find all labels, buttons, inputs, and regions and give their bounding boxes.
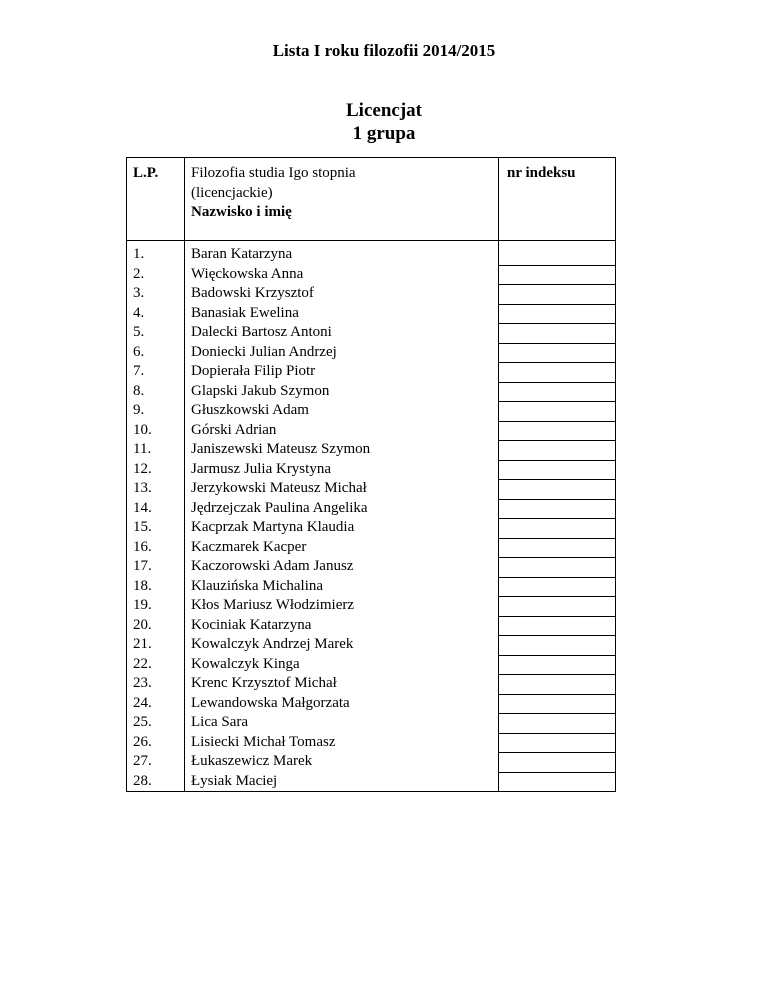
row-lp: 8. [127, 382, 185, 402]
row-lp: 22. [127, 655, 185, 675]
row-lp: 28. [127, 772, 185, 792]
header-name-line3: Nazwisko i imię [191, 204, 292, 220]
table-row [127, 538, 616, 558]
row-name: Doniecki Julian Andrzej [185, 343, 499, 363]
row-lp: 14. [127, 499, 185, 519]
row-index-cell[interactable] [499, 674, 616, 694]
row-lp: 15. [127, 518, 185, 538]
index-entry-field[interactable] [499, 752, 615, 772]
row-index-cell[interactable] [499, 284, 616, 304]
header-name-line1: Filozofia studia Igo stopnia [191, 165, 356, 181]
row-lp: 12. [127, 460, 185, 480]
row-lp: 2. [127, 265, 185, 285]
row-lp: 5. [127, 323, 185, 343]
row-index-cell[interactable] [499, 577, 616, 597]
index-entry-field[interactable] [499, 479, 615, 499]
table-row [127, 323, 616, 343]
table-row [127, 577, 616, 597]
row-lp: 20. [127, 616, 185, 636]
subtitle-group: 1 grupa [352, 123, 416, 144]
row-name: Kowalczyk Andrzej Marek [185, 635, 499, 655]
row-index-cell[interactable] [499, 343, 616, 363]
row-name: Baran Katarzyna [185, 241, 499, 265]
row-lp: 27. [127, 752, 185, 772]
index-entry-field[interactable] [499, 499, 615, 519]
table-row [127, 421, 616, 441]
subtitle-degree: Licencjat [346, 100, 422, 121]
table-row [127, 401, 616, 421]
row-name: Kłos Mariusz Włodzimierz [185, 596, 499, 616]
table-row [127, 557, 616, 577]
row-lp: 25. [127, 713, 185, 733]
row-lp: 16. [127, 538, 185, 558]
row-lp: 18. [127, 577, 185, 597]
row-index-cell[interactable] [499, 241, 616, 265]
index-entry-field[interactable] [499, 616, 615, 636]
table-row [127, 343, 616, 363]
row-lp: 13. [127, 479, 185, 499]
row-name: Jarmusz Julia Krystyna [185, 460, 499, 480]
row-name: Lewandowska Małgorzata [185, 694, 499, 714]
table-row [127, 518, 616, 538]
index-entry-field[interactable] [499, 265, 615, 285]
index-entry-field[interactable] [499, 596, 615, 616]
table-row [127, 499, 616, 519]
row-lp: 7. [127, 362, 185, 382]
index-entry-field[interactable] [499, 557, 615, 577]
row-name: Krenc Krzysztof Michał [185, 674, 499, 694]
row-name: Glapski Jakub Szymon [185, 382, 499, 402]
row-lp: 3. [127, 284, 185, 304]
table-row [127, 772, 616, 792]
table-header-row [127, 158, 616, 241]
table-row [127, 733, 616, 753]
row-name: Kaczorowski Adam Janusz [185, 557, 499, 577]
index-entry-field[interactable] [499, 577, 615, 597]
row-name: Głuszkowski Adam [185, 401, 499, 421]
row-index-cell[interactable] [499, 382, 616, 402]
row-index-cell[interactable] [499, 733, 616, 753]
row-index-cell[interactable] [499, 499, 616, 519]
row-index-cell[interactable] [499, 596, 616, 616]
table-row [127, 382, 616, 402]
table-row [127, 694, 616, 714]
index-entry-field[interactable] [499, 343, 615, 363]
row-name: Dopierała Filip Piotr [185, 362, 499, 382]
row-index-cell[interactable] [499, 616, 616, 636]
row-lp: 10. [127, 421, 185, 441]
index-entry-field[interactable] [499, 241, 615, 260]
row-lp: 9. [127, 401, 185, 421]
row-index-cell[interactable] [499, 421, 616, 441]
row-index-cell[interactable] [499, 304, 616, 324]
table-row [127, 265, 616, 285]
table-row [127, 596, 616, 616]
index-entry-field[interactable] [499, 362, 615, 382]
header-lp: L.P. [127, 158, 185, 241]
index-entry-field[interactable] [499, 694, 615, 714]
row-name: Klauzińska Michalina [185, 577, 499, 597]
index-entry-field[interactable] [499, 713, 615, 733]
row-name: Kacprzak Martyna Klaudia [185, 518, 499, 538]
row-lp: 11. [127, 440, 185, 460]
row-index-cell[interactable] [499, 655, 616, 675]
row-name: Jędrzejczak Paulina Angelika [185, 499, 499, 519]
index-entry-field[interactable] [499, 382, 615, 402]
index-entry-field[interactable] [499, 284, 615, 304]
table-row [127, 616, 616, 636]
table-row [127, 362, 616, 382]
row-name: Łysiak Maciej [185, 772, 499, 792]
table-row [127, 284, 616, 304]
table-row [127, 440, 616, 460]
index-entry-field[interactable] [499, 304, 615, 324]
row-name: Kaczmarek Kacper [185, 538, 499, 558]
row-index-cell[interactable] [499, 538, 616, 558]
table-row [127, 460, 616, 480]
header-name-line2: (licencjackie) [191, 184, 273, 201]
row-index-cell[interactable] [499, 479, 616, 499]
index-entry-field[interactable] [499, 421, 615, 441]
row-lp: 6. [127, 343, 185, 363]
index-entry-field[interactable] [499, 635, 615, 655]
index-entry-field[interactable] [499, 401, 615, 421]
row-index-cell[interactable] [499, 557, 616, 577]
row-index-cell[interactable] [499, 635, 616, 655]
table-row [127, 479, 616, 499]
header-index: nr indeksu [499, 158, 616, 241]
table-row [127, 655, 616, 675]
index-entry-field[interactable] [499, 772, 615, 792]
row-name: Dalecki Bartosz Antoni [185, 323, 499, 343]
index-entry-field[interactable] [499, 518, 615, 538]
row-index-cell[interactable] [499, 752, 616, 772]
row-lp: 1. [127, 241, 185, 265]
table-row [127, 635, 616, 655]
row-name: Lisiecki Michał Tomasz [185, 733, 499, 753]
table-row [127, 674, 616, 694]
row-lp: 4. [127, 304, 185, 324]
document-title: Lista I roku filozofii 2014/2015 [272, 41, 496, 60]
row-index-cell[interactable] [499, 323, 616, 343]
index-entry-field[interactable] [499, 655, 615, 675]
row-index-cell[interactable] [499, 265, 616, 285]
index-entry-field[interactable] [499, 733, 615, 753]
row-name: Lica Sara [185, 713, 499, 733]
row-name: Badowski Krzysztof [185, 284, 499, 304]
row-index-cell[interactable] [499, 772, 616, 792]
row-name: Więckowska Anna [185, 265, 499, 285]
index-entry-field[interactable] [499, 674, 615, 694]
row-lp: 24. [127, 694, 185, 714]
row-name: Górski Adrian [185, 421, 499, 441]
row-name: Janiszewski Mateusz Szymon [185, 440, 499, 460]
header-name [185, 158, 499, 241]
row-name: Kowalczyk Kinga [185, 655, 499, 675]
table-row [127, 713, 616, 733]
table-row [127, 752, 616, 772]
index-entry-field[interactable] [499, 440, 615, 460]
student-table [126, 157, 616, 792]
document-subtitle [0, 99, 768, 145]
row-index-cell[interactable] [499, 401, 616, 421]
row-lp: 21. [127, 635, 185, 655]
row-index-cell[interactable] [499, 713, 616, 733]
row-index-cell[interactable] [499, 460, 616, 480]
index-entry-field[interactable] [499, 323, 615, 343]
index-entry-field[interactable] [499, 538, 615, 558]
row-index-cell[interactable] [499, 440, 616, 460]
row-index-cell[interactable] [499, 518, 616, 538]
row-lp: 23. [127, 674, 185, 694]
row-name: Kociniak Katarzyna [185, 616, 499, 636]
row-name: Łukaszewicz Marek [185, 752, 499, 772]
row-name: Banasiak Ewelina [185, 304, 499, 324]
row-lp: 17. [127, 557, 185, 577]
table-row [127, 304, 616, 324]
row-name: Jerzykowski Mateusz Michał [185, 479, 499, 499]
row-lp: 26. [127, 733, 185, 753]
row-lp: 19. [127, 596, 185, 616]
table-row [127, 241, 616, 265]
index-entry-field[interactable] [499, 460, 615, 480]
row-index-cell[interactable] [499, 694, 616, 714]
row-index-cell[interactable] [499, 362, 616, 382]
